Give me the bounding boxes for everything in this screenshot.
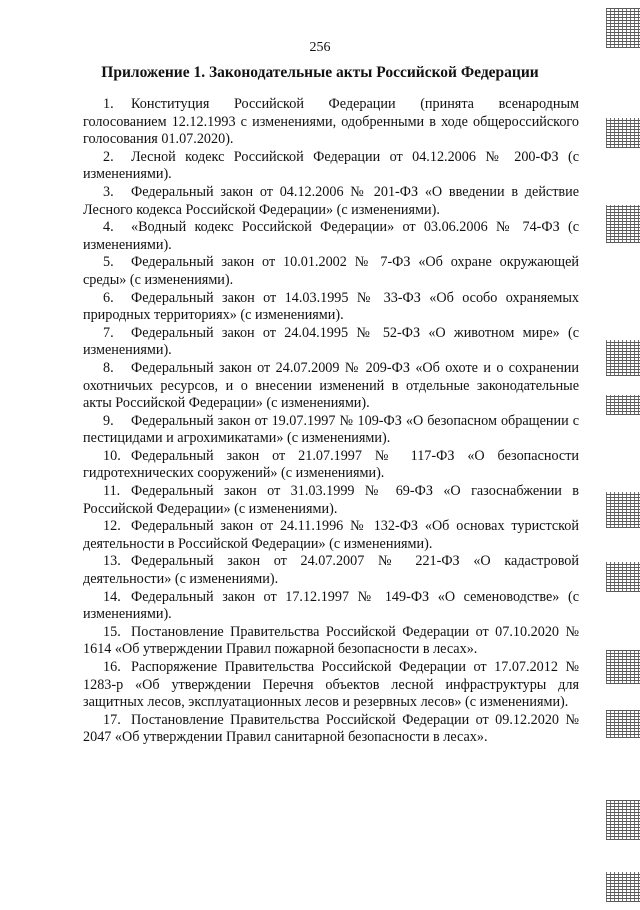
list-item bbox=[83, 149, 579, 184]
item-text: Лесной кодекс Российской Федерации от 04.12.2006 № 200-ФЗ (с изменениями). bbox=[83, 148, 579, 183]
list-item bbox=[83, 483, 579, 518]
list-item bbox=[83, 553, 579, 588]
scan-artifact bbox=[606, 492, 640, 528]
item-number: 1. bbox=[103, 96, 114, 112]
scan-artifact bbox=[606, 800, 640, 840]
list-item bbox=[83, 518, 579, 553]
scan-artifact bbox=[606, 395, 640, 415]
item-number: 3. bbox=[103, 183, 114, 200]
item-number: 11. bbox=[103, 483, 121, 500]
item-number: 16. bbox=[103, 659, 121, 675]
scan-artifact bbox=[606, 340, 640, 376]
item-text: Федеральный закон от 17.12.1997 № 149-ФЗ «О семеноводстве» (с изменениями). bbox=[83, 588, 579, 623]
item-text: Федеральный закон от 24.04.1995 № 52-ФЗ «О животном мире» (с изменениями). bbox=[83, 324, 579, 359]
item-number: 15. bbox=[103, 623, 121, 640]
list-item bbox=[83, 624, 579, 659]
scan-artifact bbox=[606, 650, 640, 684]
list-item bbox=[83, 413, 579, 448]
item-text: Конституция Российской Федерации (принята всенародным голосованием 12.12.1993 с изменениями, одобренными в ходе общероссийского голосования 01.07.2020). bbox=[83, 96, 579, 148]
scan-artifact bbox=[606, 872, 640, 902]
list-item bbox=[83, 184, 579, 219]
item-text: Федеральный закон от 31.03.1999 № 69-ФЗ «О газоснабжении в Российской Федерации» (с изменениями). bbox=[83, 483, 579, 517]
scan-artifact bbox=[606, 562, 640, 592]
item-number: 10. bbox=[103, 447, 121, 464]
item-text: Распоряжение Правительства Российской Федерации от 17.07.2012 № 1283-р «Об утверждении Перечня объектов лесной инфраструктуры для защитных лесов, эксплуатационных лесов и резервных лесов» (с изменениями). bbox=[83, 659, 579, 711]
list-item bbox=[83, 290, 579, 325]
item-number: 4. bbox=[103, 219, 114, 236]
item-text: Федеральный закон от 24.11.1996 № 132-ФЗ «Об основах туристской деятельности в Российской Федерации» (с изменениями). bbox=[83, 518, 579, 552]
item-text: Федеральный закон от 14.03.1995 № 33-ФЗ «Об особо охраняемых природных территориях» (с изменениями). bbox=[83, 289, 579, 324]
item-text: Постановление Правительства Российской Федерации от 07.10.2020 № 1614 «Об утверждении Правил пожарной безопасности в лесах». bbox=[83, 623, 579, 658]
list-item bbox=[83, 219, 579, 254]
list-item bbox=[83, 712, 579, 747]
list-item bbox=[83, 448, 579, 483]
scan-artifact bbox=[606, 8, 640, 48]
item-number: 14. bbox=[103, 588, 121, 605]
item-text: Федеральный закон от 24.07.2009 № 209-ФЗ «Об охоте и о сохранении охотничьих ресурсов, и о внесении изменений в отдельные законодательные акты Российской Федерации» (с изменениями). bbox=[83, 359, 579, 412]
item-number: 17. bbox=[103, 711, 121, 728]
item-number: 6. bbox=[103, 289, 114, 306]
item-number: 5. bbox=[103, 254, 114, 271]
page-title: Приложение 1. Законодательные акты Российской Федерации bbox=[101, 64, 539, 81]
list-item bbox=[83, 659, 579, 712]
item-number: 12. bbox=[103, 518, 121, 535]
item-text: Федеральный закон от 24.07.2007 № 221-ФЗ «О кадастровой деятельности» (с изменениями). bbox=[83, 553, 579, 588]
page-number: 256 bbox=[309, 40, 331, 55]
list-item bbox=[83, 589, 579, 624]
item-number: 9. bbox=[103, 412, 114, 429]
list-item bbox=[83, 254, 579, 289]
scan-edge-artifacts bbox=[600, 0, 640, 910]
scan-artifact bbox=[606, 710, 640, 738]
list-item bbox=[83, 96, 579, 149]
list-item bbox=[83, 360, 579, 413]
item-number: 7. bbox=[103, 324, 114, 341]
item-number: 8. bbox=[103, 359, 114, 376]
item-number: 2. bbox=[103, 148, 114, 165]
legislation-list bbox=[83, 96, 579, 747]
scan-artifact bbox=[606, 118, 640, 148]
item-text: Постановление Правительства Российской Федерации от 09.12.2020 № 2047 «Об утверждении Правил санитарной безопасности в лесах». bbox=[83, 711, 579, 746]
item-text: Федеральный закон от 21.07.1997 № 117-ФЗ «О безопасности гидротехнических сооружений» (с изменениями). bbox=[83, 447, 579, 482]
item-number: 13. bbox=[103, 553, 121, 570]
list-item bbox=[83, 325, 579, 360]
item-text: Федеральный закон от 04.12.2006 № 201-ФЗ «О введении в действие Лесного кодекса Российской Федерации» (с изменениями). bbox=[83, 183, 579, 218]
scan-artifact bbox=[606, 205, 640, 243]
item-text: Федеральный закон от 10.01.2002 № 7-ФЗ «Об охране окружающей среды» (с изменениями). bbox=[83, 254, 579, 288]
item-text: Федеральный закон от 19.07.1997 № 109-ФЗ «О безопасном обращении с пестицидами и агрохимикатами» (с изменениями). bbox=[83, 412, 579, 447]
item-text: «Водный кодекс Российской Федерации» от 03.06.2006 № 74-ФЗ (с изменениями). bbox=[83, 219, 579, 253]
